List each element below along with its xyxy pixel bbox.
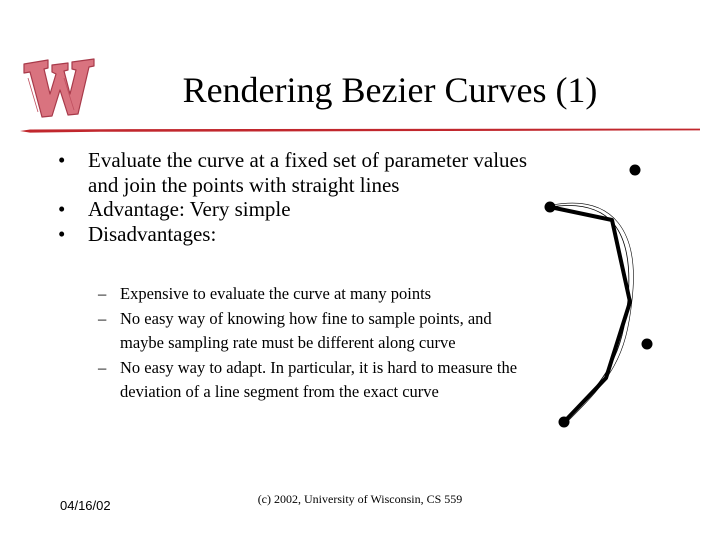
sub-bullet-item	[96, 356, 536, 404]
control-point	[559, 417, 570, 428]
bullet-marker: •	[58, 197, 66, 221]
title-divider	[20, 127, 700, 133]
sub-bullet-marker: –	[98, 358, 107, 377]
sub-bullet-text: No easy way to adapt. In particular, it is hard to measure the deviation of a line segment from the exact curve	[120, 358, 518, 401]
approximation-polyline	[550, 207, 630, 422]
bullet-item	[56, 148, 536, 197]
bullet-text: Evaluate the curve at a fixed set of parameter values and join the points with straight lines	[88, 148, 528, 197]
bullet-list	[56, 148, 536, 246]
sub-bullet-marker: –	[98, 309, 107, 328]
slide-title: Rendering Bezier Curves (1)	[182, 70, 598, 110]
sub-bullet-list	[96, 282, 536, 405]
bullet-text: Advantage: Very simple	[88, 197, 291, 221]
footer-copyright: (c) 2002, University of Wisconsin, CS 559	[257, 492, 463, 506]
bezier-polyline-diagram	[530, 150, 670, 440]
bullet-item	[56, 222, 536, 247]
bullet-item	[56, 197, 536, 222]
bullet-text: Disadvantages:	[88, 221, 217, 246]
wisconsin-w-logo-icon	[18, 52, 98, 124]
sub-bullet-item	[96, 307, 536, 355]
sub-bullet-text: Expensive to evaluate the curve at many points	[120, 284, 432, 303]
control-point	[630, 165, 641, 176]
sub-bullet-text: No easy way of knowing how fine to sample points, and maybe sampling rate must be different along curve	[120, 309, 492, 352]
sub-bullet-marker: –	[98, 284, 107, 303]
control-point	[642, 339, 653, 350]
sub-bullet-item	[96, 282, 536, 306]
footer-date: 04/16/02	[60, 498, 111, 513]
bullet-marker: •	[58, 148, 66, 172]
control-point	[545, 202, 556, 213]
bullet-marker: •	[58, 221, 66, 246]
